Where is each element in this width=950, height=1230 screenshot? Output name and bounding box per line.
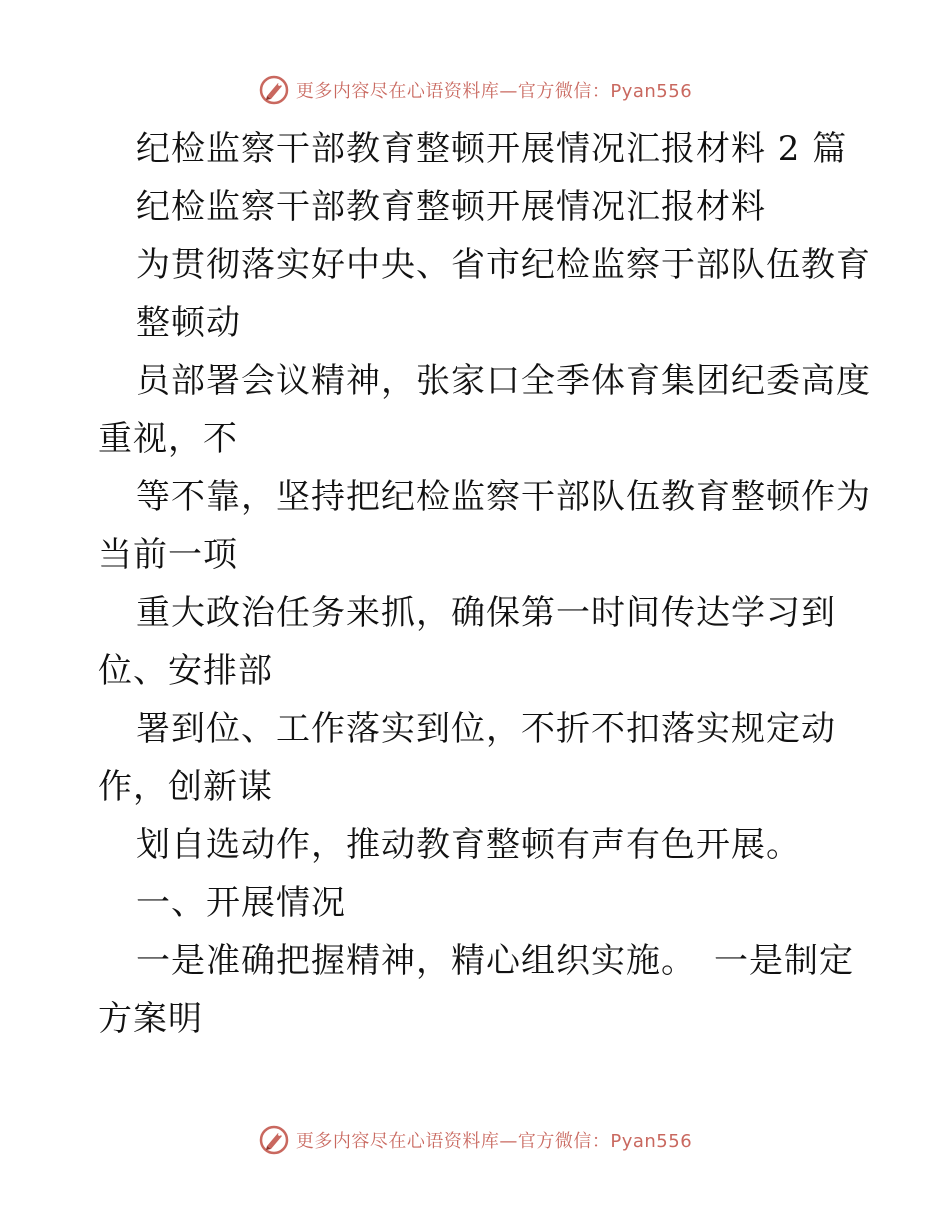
text-line: 等不靠，坚持把纪检监察干部队伍教育整顿作为 bbox=[136, 477, 871, 517]
text-line: 为贯彻落实好中央、省市纪检监察于部队伍教育 bbox=[136, 245, 871, 285]
text-line: 整顿动 bbox=[136, 303, 241, 343]
text-line: 划自选动作，推动教育整顿有声有色开展。 bbox=[136, 825, 801, 865]
footer-banner bbox=[0, 1120, 950, 1160]
text-line: 当前一项 bbox=[98, 535, 238, 575]
document-title: 纪检监察干部教育整顿开展情况汇报材料 2 篇 bbox=[136, 129, 848, 169]
pen-logo-icon bbox=[258, 74, 290, 106]
document-subtitle: 纪检监察干部教育整顿开展情况汇报材料 bbox=[136, 187, 766, 227]
text-line: 重大政治任务来抓，确保第一时间传达学习到 bbox=[136, 593, 836, 633]
header-banner-text: 更多内容尽在心语资料库—官方微信：Pyan556 bbox=[295, 81, 693, 102]
section-heading: 一、开展情况 bbox=[136, 883, 346, 923]
text-line: 方案明 bbox=[98, 999, 203, 1039]
text-line: 署到位、工作落实到位，不折不扣落实规定动 bbox=[136, 709, 836, 749]
text-line: 位、安排部 bbox=[98, 651, 273, 691]
text-line: 重视，不 bbox=[98, 419, 238, 459]
text-line: 一是准确把握精神，精心组织实施。 一是制定 bbox=[136, 941, 854, 981]
header-banner bbox=[0, 70, 950, 110]
text-line: 员部署会议精神，张家口全季体育集团纪委高度 bbox=[136, 361, 871, 401]
text-line: 作，创新谋 bbox=[98, 767, 273, 807]
pen-logo-icon bbox=[258, 1124, 290, 1156]
footer-banner-text: 更多内容尽在心语资料库—官方微信：Pyan556 bbox=[295, 1131, 693, 1152]
